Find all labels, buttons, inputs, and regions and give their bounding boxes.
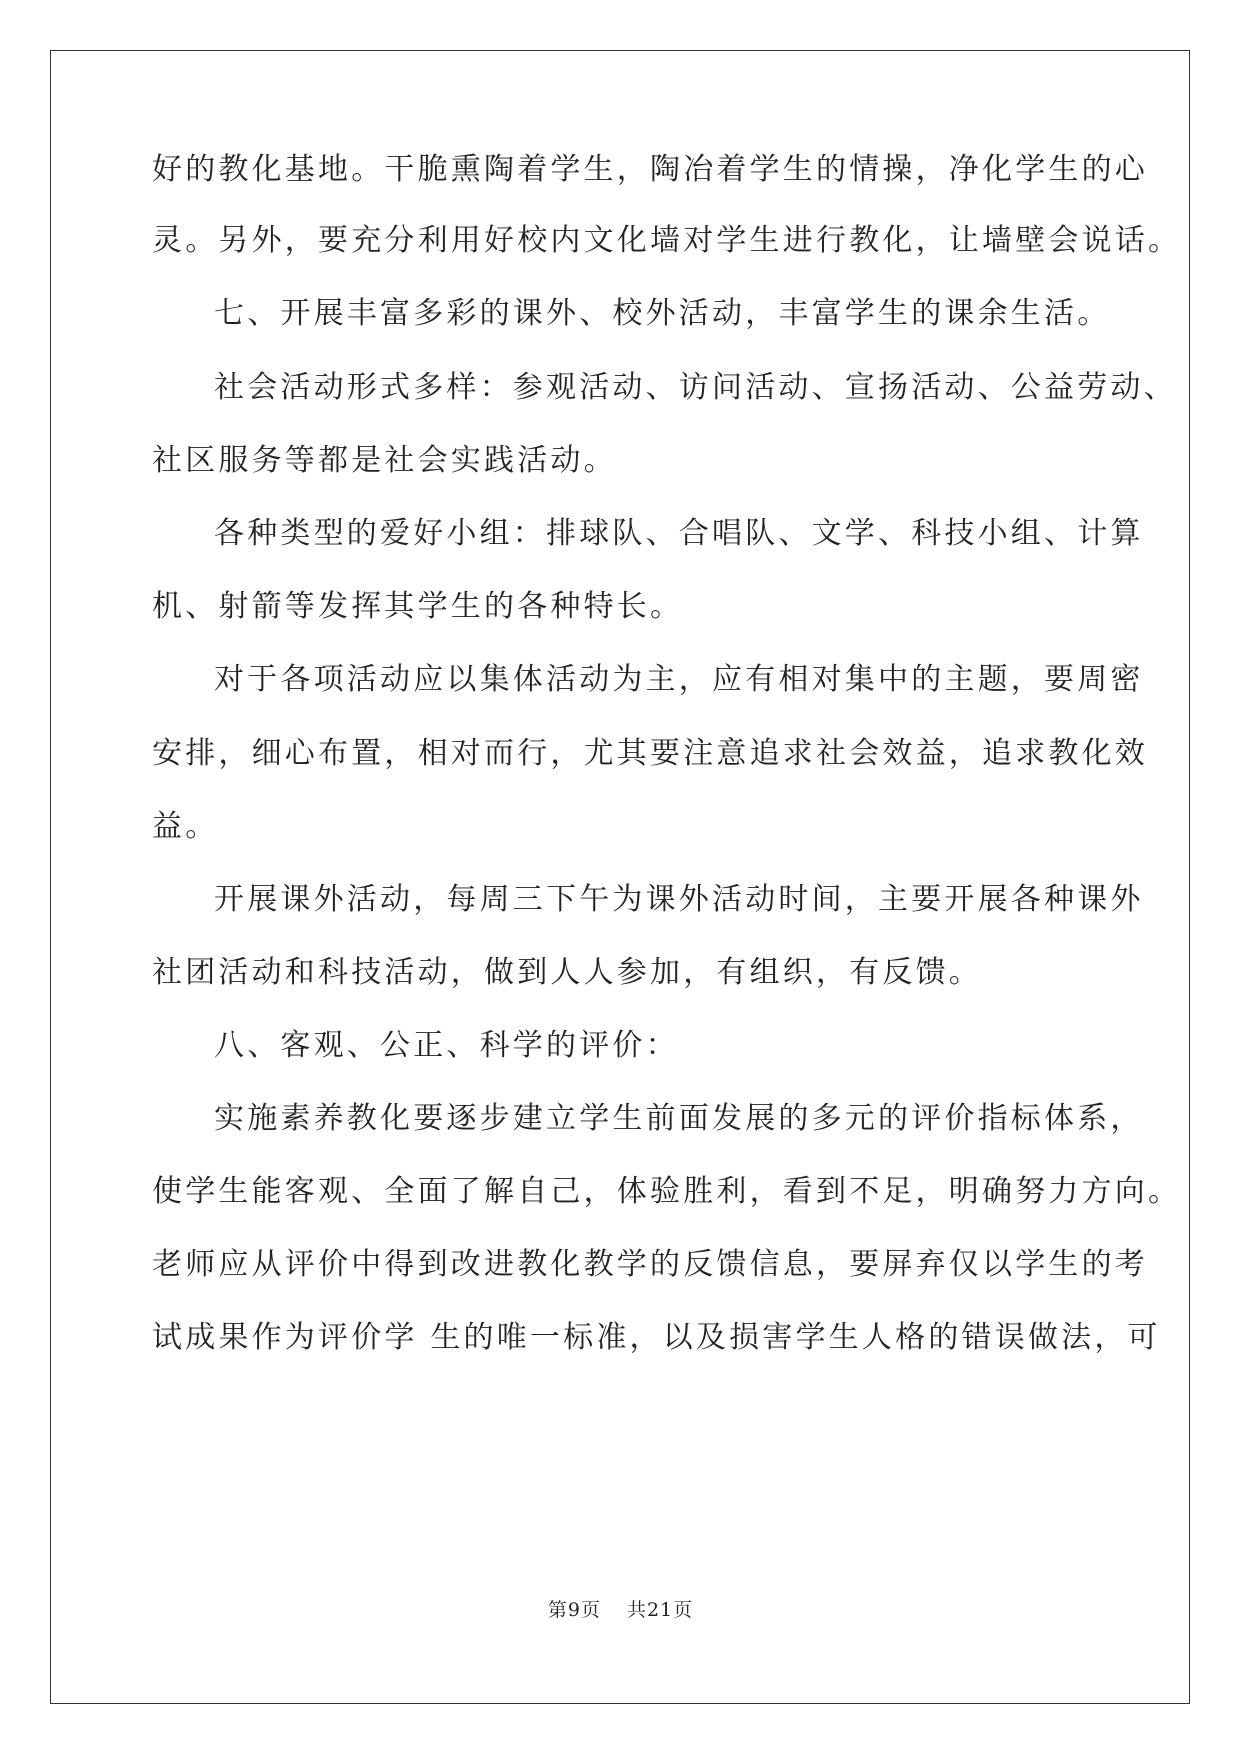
text-line-12: 社团活动和科技活动，做到人人参加，有组织，有反馈。 [152,955,982,990]
text-line-4: 社会活动形式多样：参观活动、访问活动、宣扬活动、公益劳动、 [214,370,1177,405]
text-line-8: 对于各项活动应以集体活动为主，应有相对集中的主题，要周密 [214,662,1144,697]
page-total: 共21页 [626,1599,694,1621]
text-line-6: 各种类型的爱好小组：排球队、合唱队、文学、科技小组、计算 [214,516,1144,551]
page-footer [0,1598,1241,1622]
text-line-13: 八、客观、公正、科学的评价： [214,1028,679,1063]
text-line-1: 好的教化基地。干脆熏陶着学生，陶冶着学生的情操，净化学生的心 [152,152,1148,187]
text-line-7: 机、射箭等发挥其学生的各种特长。 [152,589,684,624]
text-line-11: 开展课外活动，每周三下午为课外活动时间，主要开展各种课外 [214,882,1144,917]
text-line-9: 安排，细心布置，相对而行，尤其要注意追求社会效益，追求教化效 [152,736,1148,771]
text-line-17: 试成果作为评价学 生的唯一标准，以及损害学生人格的错误做法，可 [152,1320,1161,1355]
text-line-2: 灵。另外，要充分利用好校内文化墙对学生进行教化，让墙壁会说话。 [152,223,1182,258]
text-line-10: 益。 [152,809,219,844]
text-line-3: 七、开展丰富多彩的课外、校外活动，丰富学生的课余生活。 [214,296,1111,331]
text-line-5: 社区服务等都是社会实践活动。 [152,443,617,478]
page-number: 第9页 [547,1599,601,1621]
text-line-15: 使学生能客观、全面了解自己，体验胜利，看到不足，明确努力方向。 [152,1174,1182,1209]
text-line-14: 实施素养教化要逐步建立学生前面发展的多元的评价指标体系， [214,1101,1144,1136]
text-line-16: 老师应从评价中得到改进教化教学的反馈信息，要屏弃仅以学生的考 [152,1247,1148,1282]
